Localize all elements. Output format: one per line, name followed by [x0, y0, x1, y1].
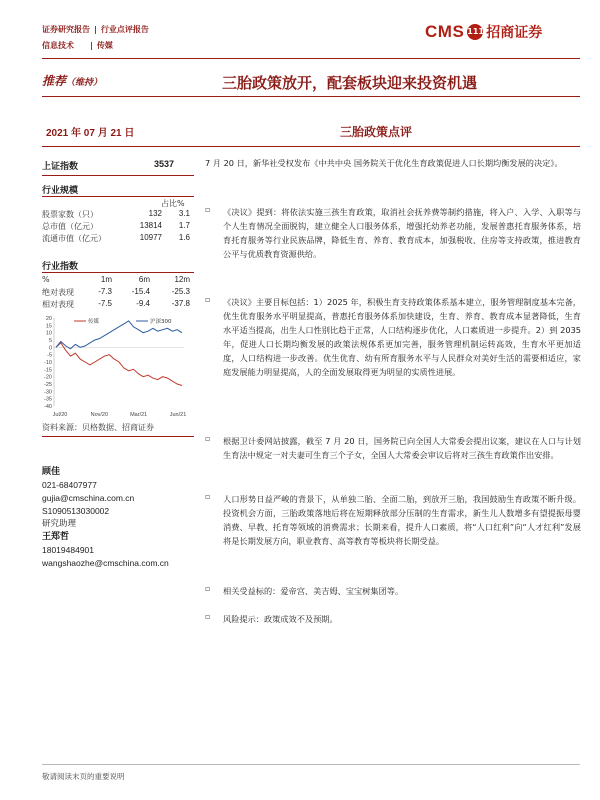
x-tick-label: Jun/21	[169, 412, 187, 418]
analyst-name: 顾佳	[42, 467, 61, 477]
assistant-email[interactable]: wangshaozhe@cmschina.com.cn	[42, 558, 169, 568]
legend-label: 传媒	[88, 319, 100, 325]
bullet-item	[205, 205, 581, 261]
bullet-item	[205, 492, 581, 548]
left-divider-4	[42, 436, 194, 437]
bullet-item	[205, 295, 581, 379]
crumb-media: 传媒	[96, 41, 113, 50]
x-tick-label: Mar/21	[130, 412, 148, 418]
perf-header-row	[42, 275, 190, 287]
scale-row-pct: 1.6	[178, 233, 190, 242]
crumb-industry-review: 行业点评报告	[100, 25, 149, 34]
y-tick-label: 10	[45, 330, 52, 337]
bullet-text: 《决议》提到：将依法实施三孩生育政策，取消社会抚养费等制约措施，将入户、入学、入职等与个人生育情况全面脱钩，建立健全人口服务体系，增强托幼养老功能，发展普惠托育服务体系，培育托育服务等行业民族品牌，降低生育、养育、教育成本，加强税收、住房等支持政策，推进教育公平与优质教育资源供给。	[223, 207, 581, 259]
index-label: 上证指数	[42, 162, 79, 172]
y-tick-label: 0	[48, 345, 52, 352]
assistant-name: 王郑哲	[42, 532, 70, 542]
perf-header: 12m	[174, 275, 190, 284]
rating-label: 推荐	[42, 74, 67, 88]
perf-row-name: 绝对表现	[42, 288, 74, 297]
perf-header: 6m	[138, 275, 150, 284]
assistant-phone: 18019484901	[42, 545, 95, 555]
report-title: 三胎政策放开，配套板块迎来投资机遇	[222, 74, 478, 92]
y-tick-label: -30	[44, 389, 52, 396]
scale-row	[42, 209, 190, 221]
perf-heading: 行业指数	[42, 262, 79, 272]
scale-table	[42, 209, 190, 245]
perf-row-value: -7.3	[98, 287, 112, 296]
y-tick-label: 20	[45, 316, 52, 322]
perf-table	[42, 275, 190, 311]
perf-row-value: -37.8	[171, 299, 190, 308]
bullet-square-icon: ▫	[205, 612, 211, 621]
logo-company-name: 招商证券	[486, 25, 543, 41]
bullet-square-icon: ▫	[205, 434, 211, 443]
footer-note: 敬请阅读末页的重要说明	[42, 772, 125, 781]
index-value: 3537	[153, 159, 174, 169]
bullet-text: 《决议》主要目标包括：1）2025 年，积极生育支持政策体系基本建立，服务管理制度基本完备，优生优育服务水平明显提高，普惠托育服务体系加快建设，生育、养育、教育成本显著降低，生育水平适当提高，出生人口性别比趋于正常，人口结构逐步优化，人口素质进一步提升。2）到 2035 年，促进人口长期均衡发展的政策法规体系更加完善，服务管理机制运转高效，生育水平更加适度，人口结构进一步改善。优生优育、幼有所育服务水平与人民群众对美好生活的需要相适应，家庭发展能力明显提高，人的全面发展取得更为明显的实质性进展。	[223, 297, 581, 377]
scale-heading: 行业规模	[42, 186, 79, 196]
crumb-research-report: 证券研究报告	[42, 25, 90, 34]
series-line-csi300	[56, 321, 182, 349]
y-tick-label: -10	[44, 360, 52, 366]
x-tick-label: Jul/20	[52, 412, 68, 418]
scale-row-pct: 1.7	[178, 221, 190, 230]
scale-col-header: 占比%	[161, 199, 185, 208]
x-tick-label: Nov/20	[90, 412, 109, 418]
logo-cms-text: CMS	[425, 22, 465, 41]
y-tick-label: -40	[44, 404, 52, 410]
report-date: 2021 年 07 月 21 日	[46, 128, 135, 139]
intro-paragraph: 7 月 20 日，新华社受权发布《中共中央 国务院关于优化生育政策促进人口长期均衡发展的决定》。	[205, 158, 563, 168]
report-subtitle: 三胎政策点评	[340, 125, 413, 139]
title-divider	[42, 96, 580, 97]
perf-row	[42, 299, 190, 311]
scale-row-name: 流通市值（亿元）	[42, 234, 106, 243]
scale-row-value: 10977	[139, 233, 162, 242]
perf-row-value: -25.3	[171, 287, 190, 296]
industry-performance-chart	[38, 312, 190, 418]
header-divider	[42, 58, 580, 59]
subtitle-divider	[42, 146, 580, 147]
bullet-item	[205, 584, 581, 598]
bullet-text: 相关受益标的：爱帝宫、美吉姆、宝宝树集团等。	[223, 586, 404, 596]
series-line-media	[56, 343, 182, 386]
analyst-card	[42, 466, 169, 570]
y-tick-label: -20	[44, 374, 52, 381]
y-tick-label: -5	[47, 352, 52, 359]
scale-row-name: 总市值（亿元）	[42, 222, 98, 231]
scale-row-pct: 3.1	[178, 209, 190, 218]
bullet-square-icon: ▫	[205, 205, 211, 214]
y-tick-label: -25	[44, 382, 52, 388]
analyst-cert: S1090513030002	[42, 506, 110, 516]
perf-row-value: -9.4	[136, 299, 150, 308]
index-row	[42, 159, 194, 172]
y-tick-label: 5	[48, 338, 52, 344]
left-divider-3	[42, 272, 194, 273]
y-tick-label: 15	[45, 323, 52, 330]
analyst-phone: 021-68407977	[42, 480, 97, 490]
perf-row-value: -15.4	[131, 287, 150, 296]
bullet-square-icon: ▫	[205, 492, 211, 501]
chart-source: 资料来源：贝格数据、招商证券	[42, 423, 154, 432]
analyst-email[interactable]: gujia@cmschina.com.cn	[42, 493, 135, 503]
bullet-item	[205, 434, 581, 462]
company-logo	[425, 22, 542, 42]
rating	[42, 72, 102, 89]
perf-header: %	[42, 275, 50, 284]
legend-label: 沪深300	[150, 319, 172, 325]
perf-row	[42, 287, 190, 299]
perf-row-value: -7.5	[98, 299, 112, 308]
logo-badge-icon: 111	[467, 24, 483, 40]
scale-row-value: 132	[148, 209, 162, 218]
bullet-item	[205, 612, 581, 626]
rating-sub: （维持）	[66, 78, 103, 88]
y-tick-label: -35	[44, 396, 52, 403]
bullet-text: 根据卫计委网站披露，截至 7 月 20 日，国务院已向全国人大常委会提出议案，建议在人口与计划生育法中规定一对夫妻可生育三个子女，全国人大常委会审议后将对三孩生育政策作出安排。	[223, 436, 581, 460]
scale-row-name: 股票家数（只）	[42, 210, 98, 219]
bullet-text: 风险提示：政策成效不及预期。	[223, 614, 338, 624]
scale-row-value: 13814	[139, 221, 162, 230]
y-tick-label: -15	[44, 367, 52, 374]
perf-row-name: 相对表现	[42, 300, 74, 309]
left-divider-1	[42, 175, 194, 176]
perf-header: 1m	[100, 275, 112, 284]
crumb-info-tech: 信息技术	[42, 41, 74, 50]
bullet-text: 人口形势日益严峻的背景下，从单独二胎、全面二胎，到放开三胎，我国鼓励生育政策不断升级。投资机会方面，三胎政策落地后将在短期释放部分压制的生育需求，新生儿人数增多有望提振母婴消费、早教、托育等领域的消费需求；长期来看，提升人口素质，将“人口红利”向“人才红利”发展将是长期发展方向，职业教育、高等教育等板块将长期受益。	[223, 494, 581, 546]
bullet-square-icon: ▫	[205, 584, 211, 593]
scale-row	[42, 221, 190, 233]
assistant-role: 研究助理	[42, 519, 77, 529]
footer-divider	[42, 764, 580, 765]
scale-row	[42, 233, 190, 245]
bullet-square-icon: ▫	[205, 295, 211, 304]
left-divider-2	[42, 196, 194, 197]
